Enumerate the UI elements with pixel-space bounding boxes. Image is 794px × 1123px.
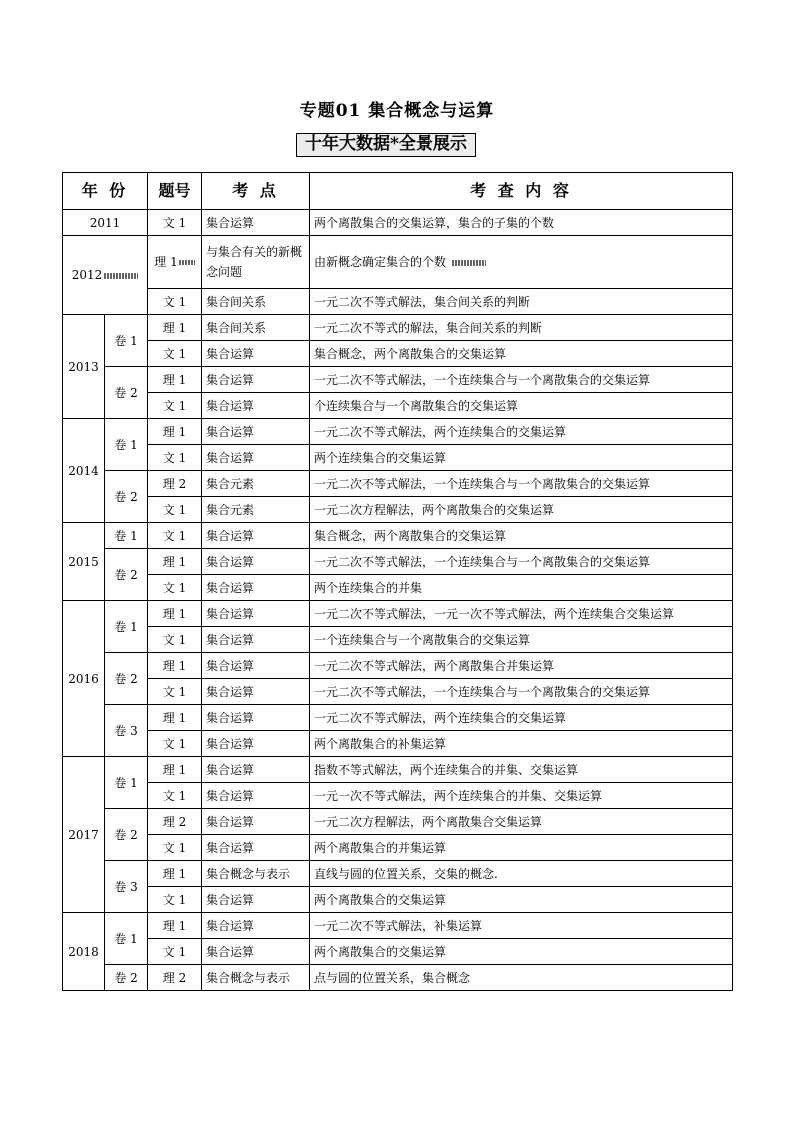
topic: 集合运算: [202, 887, 310, 913]
question-num: 文 1: [148, 679, 202, 705]
year-cell: [63, 236, 148, 315]
volume-cell: 卷 2: [105, 653, 148, 705]
content: 两个离散集合的交集运算: [310, 939, 733, 965]
content: 一个连续集合与一个离散集合的交集运算: [310, 627, 733, 653]
header-num: 题号: [148, 173, 202, 210]
content: 一元二次不等式解法，补集运算: [310, 913, 733, 939]
table-row: [63, 861, 733, 887]
table-row: [63, 341, 733, 367]
content: [310, 236, 733, 289]
table-row: [63, 679, 733, 705]
year-cell: 2013: [63, 315, 105, 419]
volume-cell: 卷 2: [105, 471, 148, 523]
topic: 集合元素: [202, 471, 310, 497]
table-row: [63, 887, 733, 913]
content: 集合概念，两个离散集合的交集运算: [310, 523, 733, 549]
volume-cell: 卷 3: [105, 705, 148, 757]
table-row: [63, 315, 733, 341]
exam-analysis-table: [62, 172, 733, 991]
content-label: 由新概念确定集合的个数: [314, 255, 447, 269]
table-row: [63, 939, 733, 965]
table-row: [63, 757, 733, 783]
volume-cell: 卷 2: [105, 367, 148, 419]
question-num: 理 1: [148, 861, 202, 887]
question-num: [148, 236, 202, 289]
topic: 集合运算: [202, 757, 310, 783]
year-cell: 2014: [63, 419, 105, 523]
table-row: [63, 497, 733, 523]
table-row: [63, 653, 733, 679]
question-num: 理 1: [148, 549, 202, 575]
topic: 集合运算: [202, 341, 310, 367]
volume-cell: 卷 1: [105, 419, 148, 471]
topic: 集合运算: [202, 601, 310, 627]
question-num: 理 2: [148, 471, 202, 497]
faint-mark: [452, 260, 486, 266]
topic: 集合运算: [202, 367, 310, 393]
question-num: 文 1: [148, 575, 202, 601]
table-row: [63, 705, 733, 731]
header-year: 年 份: [63, 173, 148, 210]
topic: 集合运算: [202, 549, 310, 575]
topic: 集合运算: [202, 653, 310, 679]
table-row: [63, 575, 733, 601]
question-num: 理 1: [148, 601, 202, 627]
table-row: [63, 236, 733, 289]
topic: 集合运算: [202, 445, 310, 471]
content: 一元二次方程解法，两个离散集合的交集运算: [310, 497, 733, 523]
question-num: 文 1: [148, 497, 202, 523]
faint-mark: [179, 260, 195, 265]
table-row: [63, 809, 733, 835]
content: 点与圆的位置关系，集合概念: [310, 965, 733, 991]
volume-cell: 卷 2: [105, 549, 148, 601]
question-num: 文 1: [148, 783, 202, 809]
content: 一元二次不等式解法，一个连续集合与一个离散集合的交集运算: [310, 679, 733, 705]
content: 集合概念，两个离散集合的交集运算: [310, 341, 733, 367]
content: 一元二次不等式解法，两个离散集合并集运算: [310, 653, 733, 679]
content: 一元二次方程解法，两个离散集合交集运算: [310, 809, 733, 835]
question-num: 理 1: [148, 419, 202, 445]
question-num: 理 1: [148, 757, 202, 783]
content: 个连续集合与一个离散集合的交集运算: [310, 393, 733, 419]
content: 两个连续集合的并集: [310, 575, 733, 601]
year-cell: 2015: [63, 523, 105, 601]
topic: 集合概念与表示: [202, 861, 310, 887]
volume-cell: 卷 1: [105, 913, 148, 965]
content: 一元二次不等式解法，两个连续集合的交集运算: [310, 705, 733, 731]
volume-cell: 卷 1: [105, 757, 148, 809]
content: 一元二次不等式解法，一个连续集合与一个离散集合的交集运算: [310, 549, 733, 575]
content: 两个连续集合的交集运算: [310, 445, 733, 471]
question-num: 文 1: [148, 341, 202, 367]
question-num: 文 1: [148, 445, 202, 471]
table-row: [63, 393, 733, 419]
table-row: [63, 289, 733, 315]
topic: 集合运算: [202, 783, 310, 809]
question-num: 文 1: [148, 393, 202, 419]
content: 两个离散集合的补集运算: [310, 731, 733, 757]
faint-mark: [104, 273, 138, 279]
table-row: [63, 471, 733, 497]
table-row: [63, 783, 733, 809]
content: 指数不等式解法，两个连续集合的并集、交集运算: [310, 757, 733, 783]
question-num: 理 1: [148, 653, 202, 679]
table-header-row: [63, 173, 733, 210]
topic: 集合运算: [202, 835, 310, 861]
content: 一元二次不等式解法，一个连续集合与一个离散集合的交集运算: [310, 471, 733, 497]
table-row: [63, 627, 733, 653]
question-num: 文 1: [148, 731, 202, 757]
content: 一元二次不等式解法，一个连续集合与一个离散集合的交集运算: [310, 367, 733, 393]
topic: 集合运算: [202, 523, 310, 549]
content: 两个离散集合的交集运算，集合的子集的个数: [310, 210, 733, 236]
topic: 集合概念与表示: [202, 965, 310, 991]
table-row: [63, 419, 733, 445]
volume-cell: 卷 1: [105, 523, 148, 549]
volume-cell: 卷 3: [105, 861, 148, 913]
question-num: 文 1: [148, 523, 202, 549]
table-row: [63, 210, 733, 236]
topic: 与集合有关的新概念问题: [202, 236, 310, 289]
topic: 集合运算: [202, 913, 310, 939]
year-cell: 2016: [63, 601, 105, 757]
question-num: 理 2: [148, 965, 202, 991]
content: 两个离散集合的并集运算: [310, 835, 733, 861]
question-num: 理 1: [148, 705, 202, 731]
question-num: 文 1: [148, 210, 202, 236]
year-cell: 2018: [63, 913, 105, 991]
table-row: [63, 601, 733, 627]
question-num: 文 1: [148, 835, 202, 861]
page-title: 专题01 集合概念与运算: [299, 101, 495, 121]
question-num-label: 理 1: [154, 255, 178, 269]
question-num: 理 1: [148, 315, 202, 341]
topic: 集合运算: [202, 679, 310, 705]
volume-cell: 卷 1: [105, 315, 148, 367]
volume-cell: 卷 1: [105, 601, 148, 653]
volume-cell: 卷 2: [105, 965, 148, 991]
content: 一元二次不等式的解法，集合间关系的判断: [310, 315, 733, 341]
content: 两个离散集合的交集运算: [310, 887, 733, 913]
topic: 集合运算: [202, 575, 310, 601]
header-point: 考 点: [202, 173, 310, 210]
header-content: 考 查 内 容: [310, 173, 733, 210]
volume-cell: 卷 2: [105, 809, 148, 861]
table-row: [63, 835, 733, 861]
content: 一元二次不等式解法，集合间关系的判断: [310, 289, 733, 315]
topic: 集合运算: [202, 419, 310, 445]
topic: 集合间关系: [202, 289, 310, 315]
topic: 集合间关系: [202, 315, 310, 341]
content: 一元一次不等式解法，两个连续集合的并集、交集运算: [310, 783, 733, 809]
question-num: 文 1: [148, 939, 202, 965]
topic: 集合运算: [202, 731, 310, 757]
year-cell: 2011: [63, 210, 148, 236]
year-2012-label: 2012: [71, 268, 103, 282]
table-row: [63, 913, 733, 939]
topic: 集合运算: [202, 393, 310, 419]
table-row: [63, 549, 733, 575]
table-row: [63, 965, 733, 991]
year-cell: 2017: [63, 757, 105, 913]
question-num: 理 1: [148, 913, 202, 939]
table-row: [63, 523, 733, 549]
table-row: [63, 731, 733, 757]
question-num: 理 2: [148, 809, 202, 835]
question-num: 理 1: [148, 367, 202, 393]
topic: 集合元素: [202, 497, 310, 523]
topic: 集合运算: [202, 705, 310, 731]
content: 一元二次不等式解法，一元一次不等式解法，两个连续集合交集运算: [310, 601, 733, 627]
question-num: 文 1: [148, 887, 202, 913]
section-subtitle: 十年大数据*全景展示: [296, 133, 476, 157]
topic: 集合运算: [202, 210, 310, 236]
content: 直线与圆的位置关系，交集的概念.: [310, 861, 733, 887]
question-num: 文 1: [148, 289, 202, 315]
table-row: [63, 367, 733, 393]
topic: 集合运算: [202, 627, 310, 653]
table-row: [63, 445, 733, 471]
question-num: 文 1: [148, 627, 202, 653]
topic: 集合运算: [202, 939, 310, 965]
topic: 集合运算: [202, 809, 310, 835]
content: 一元二次不等式解法，两个连续集合的交集运算: [310, 419, 733, 445]
